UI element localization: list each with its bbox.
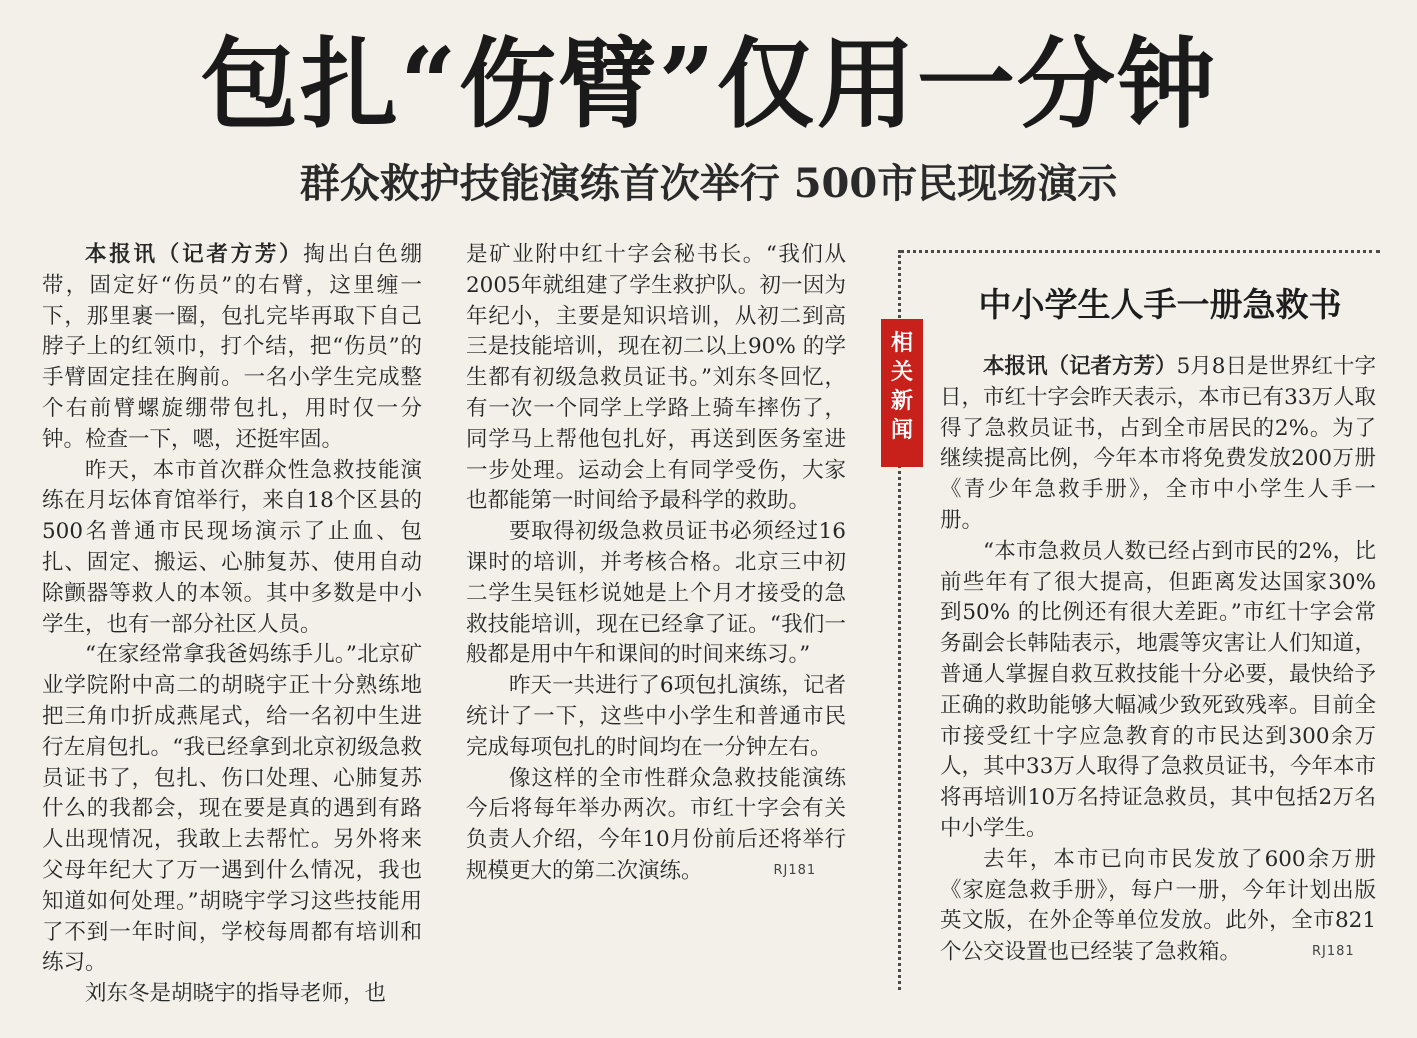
sidebar-article-column: [940, 352, 1376, 968]
sidebar-paragraph-1: 本报讯（记者方芳）5月8日是世界红十字日，市红十字会昨天表示，本市已有33万人取得了急救员证书，占到全市居民的2%。为了继续提高比例，今年本市将免费发放200万册《青少年急救手册》，全市中小学生人手一册。: [940, 354, 1376, 533]
sidebar-paragraph-2: “本市急救员人数已经占到市民的2%，比前些年有了很大提高，但距离发达国家30% 到50% 的比例还有很大差距。”市红十字会常务副会长韩陆表示，地震等灾害让人们知道，普通人掌握自救互救技能十分必要，最快给予正确的救助能够大幅减少致死致残率。目前全市接受红十字应急教育的市民达到300余万人，其中33万人取得了急救员证书，今年本市将再培训10万名持证急救员，其中包括2万名中小学生。: [940, 538, 1376, 841]
main-article-column-2: [466, 240, 846, 887]
main-article-paragraph-3: “在家经常拿我爸妈练手儿。”北京矿业学院附中高二的胡晓宇正十分熟练地把三角巾折成燕尾式，给一名初中生进行左肩包扎。“我已经拿到北京初级急救员证书了，包扎、伤口处理、心肺复苏什么的我都会，现在要是真的遇到有路人出现情况，我敢上去帮忙。另外将来父母年纪大了万一遇到什么情况，我也知道如何处理。”胡晓宇学习这些技能用了不到一年时间，学校每周都有培训和练习。: [42, 642, 422, 976]
subheadline: 群众救护技能演练首次举行 500市民现场演示: [299, 160, 1118, 207]
related-news-tag: 相 关 新 闻: [881, 319, 923, 467]
main-article-column-1: [42, 240, 422, 1010]
main-article-lead: 本报讯（记者方芳）: [85, 242, 304, 267]
main-article-paragraph-5: 是矿业附中红十字会秘书长。“我们从2005年就组建了学生救护队。初一因为年纪小，主要是知识培训，从初二到高三是技能培训，现在初二以上90% 的学生都有初级急救员证书。”刘东冬回忆，有一次一个同学上学路上骑车摔伤了，同学马上帮他包扎好，再送到医务室进一步处理。运动会上有同学受伤，大家也都能第一时间给予最科学的救助。: [466, 242, 846, 514]
main-article-code: RJ181: [773, 862, 817, 878]
sidebar-border-top: [900, 250, 1380, 253]
sidebar-code: RJ181: [1312, 944, 1355, 960]
main-article-paragraph-8: 像这样的全市性群众急救技能演练今后将每年举办两次。市红十字会有关负责人介绍，今年10月份前后还将举行规模更大的第二次演练。 RJ181: [466, 764, 846, 888]
main-article-paragraph-7: 昨天一共进行了6项包扎演练，记者统计了一下，这些中小学生和普通市民完成每项包扎的时间均在一分钟左右。: [466, 673, 846, 760]
sidebar-title: 中小学生人手一册急救书: [978, 285, 1342, 324]
main-article-paragraph-4: 刘东冬是胡晓宇的指导老师，也: [85, 981, 387, 1007]
main-article-paragraph-6: 要取得初级急救员证书必须经过16课时的培训，并考核合格。北京三中初二学生吴钰杉说她是上个月才接受的急救技能培训，现在已经拿了证。“我们一般都是用中午和课间的时间来练习。”: [466, 519, 846, 668]
main-article-paragraph-1: 本报讯（记者方芳）掏出白色绷带，固定好“伤员”的右臂，这里缠一下，那里裹一圈，包扎完毕再取下自己脖子上的红领巾，打个结，把“伤员”的手臂固定挂在胸前。一名小学生完成整个右前臂螺旋绷带包扎，用时仅一分钟。检查一下，嗯，还挺牢固。: [42, 242, 422, 452]
sidebar-lead: 本报讯（记者方芳）: [983, 354, 1177, 379]
main-article-paragraph-2: 昨天，本市首次群众性急救技能演练在月坛体育馆举行，来自18个区县的500名普通市民现场演示了止血、包扎、固定、搬运、心肺复苏、使用自动除颤器等救人的本领。其中多数是中小学生，也有一部分社区人员。: [42, 457, 422, 637]
headline: 包扎“伤臂”仅用一分钟: [200, 27, 1217, 142]
sidebar-paragraph-3: 去年，本市已向市民发放了600余万册《家庭急救手册》，每户一册，今年计划出版英文版，在外企等单位发放。此外，全市821个公交设置也已经装了急救箱。 RJ181: [940, 845, 1376, 969]
